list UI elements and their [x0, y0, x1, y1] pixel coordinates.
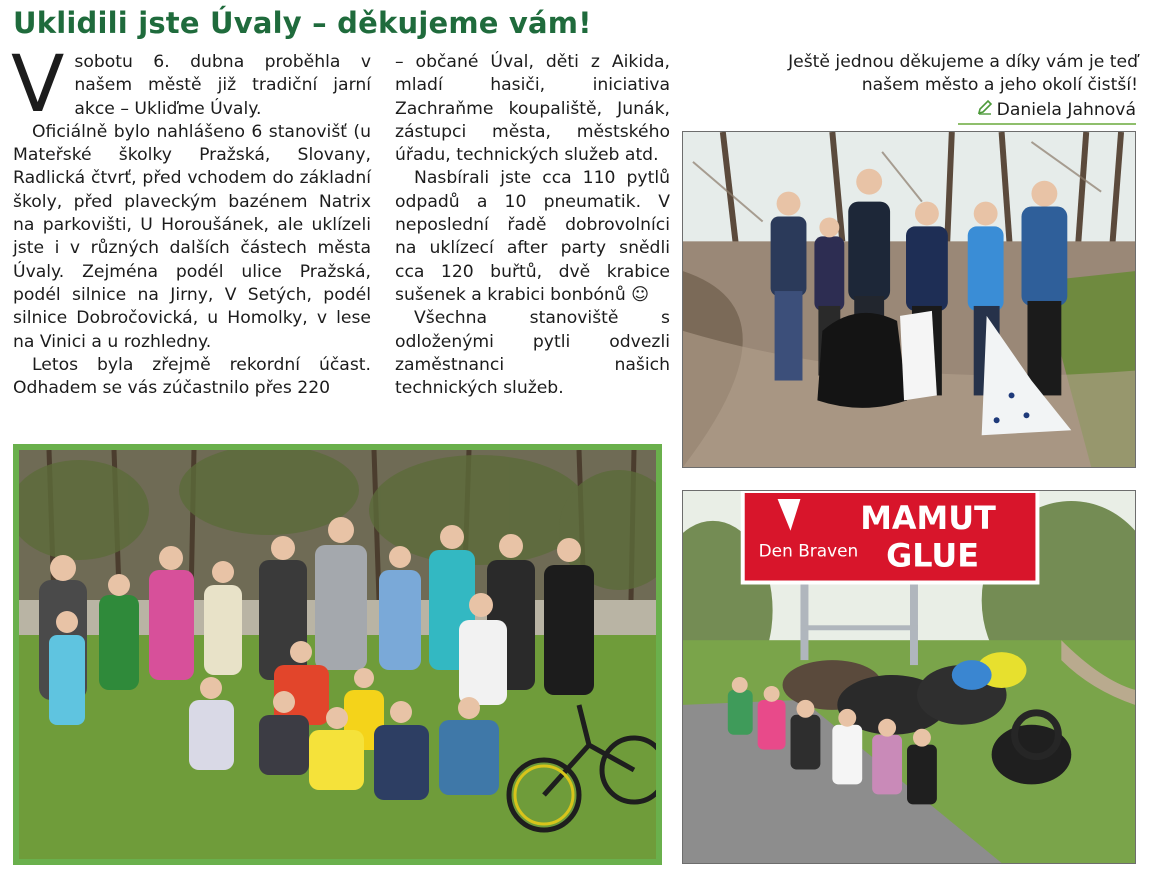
photo-kids-with-bags — [682, 131, 1136, 468]
paragraph-thanks: Ještě jednou děkujeme a díky vám je teď našem město a jeho okolí čistší! — [788, 52, 1138, 96]
photo-frame — [13, 444, 662, 865]
article-headline: Uklidili jste Úvaly – děkujeme vám! — [13, 6, 592, 40]
photo-group-volunteers — [19, 450, 656, 859]
paragraph-attendance: Letos byla zřejmě rekordní účast. Odhadem se vás zúčastnilo přes 220 — [13, 354, 371, 399]
article-column-1 — [11, 40, 371, 400]
photo-billboard-and-waste — [682, 490, 1136, 864]
pencil-icon — [977, 99, 993, 120]
author-name: Daniela Jahnová — [996, 99, 1136, 120]
author-signature — [977, 99, 1136, 120]
paragraph-collected: Nasbírali jste cca 110 pytlů odpadů a 10 pneumatik. V neposlední řadě dobrovolníci na uklízecí after party snědli cca 120 buřtů, dvě krabice sušenek a krabici bonbónů ☺ — [395, 168, 670, 305]
billboard-product-line1: MAMUT — [860, 498, 996, 537]
signature-rule — [958, 123, 1136, 125]
paragraph-participants: – občané Úval, děti z Aikida, mladí hasiči, iniciativa Zachraňme koupaliště, Junák, zástupci města, městského úřadu, technických služeb atd. — [395, 52, 670, 166]
article-closing — [778, 51, 1138, 98]
article-column-2 — [395, 51, 670, 400]
paragraph-pickup: Všechna stanoviště s odloženými pytli odvezli zaměstnanci našich technických služeb. — [395, 308, 670, 399]
billboard-brand: Den Braven — [758, 540, 859, 561]
paragraph-locations: Oficiálně bylo nahlášeno 6 stanovišť (u Mateřské školky Pražská, Slovany, Radlická čtvrť, před vchodem do základní školy, před plaveckým bazénem Natrix na parkovišti, U Horoušánek, ale uklízeli jste i v různých dalších částech města Úvaly. Zejména podél ulice Pražská, podél silnice na Jirny, V Setých, podél silnice Dobročovická, u Homolky, v lese na Vinici a u rozhledny. — [13, 121, 371, 352]
lead-paragraph-text: sobotu 6. dubna proběhla v našem městě již tradiční jarní akce – Ukliďme Úvaly. — [74, 52, 371, 119]
billboard-product-line2: GLUE — [886, 536, 980, 575]
drop-cap: V — [11, 40, 65, 130]
lead-paragraph — [11, 40, 371, 130]
